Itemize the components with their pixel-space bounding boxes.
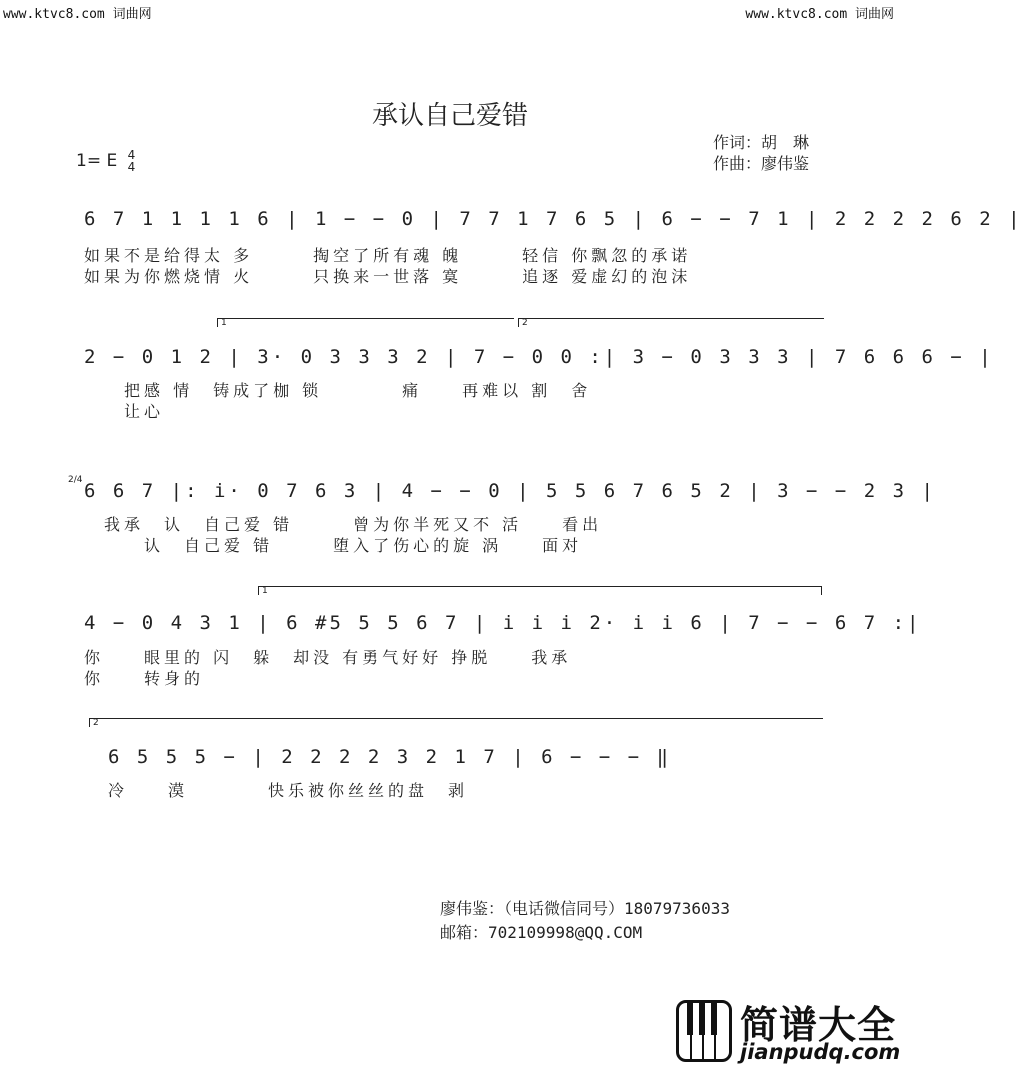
logo-title: 简谱大全	[740, 1003, 897, 1047]
time-sig-top: 4	[127, 148, 136, 162]
credits	[713, 132, 809, 174]
time-change-marker: 2/4	[68, 475, 83, 485]
volta-first-ending-2: 1	[258, 586, 822, 595]
song-title: 承认自己爱错	[371, 101, 528, 131]
contact-email: 邮箱：702109998@QQ.COM	[440, 923, 643, 942]
row-1-notes: 6 7 1 1 1 1 6 | 1 − − 0 | 7 7 1 7 6 5 | 6 − − 7 1 | 2 2 2 2 6 2 |	[84, 208, 1023, 230]
row-1-lyrics-verse-2: 如果为你燃烧情 火 只换来一世落 寞 追逐 爱虚幻的泡沫	[84, 267, 692, 286]
time-sig-bottom: 4	[127, 160, 136, 174]
row-3-lyrics-verse-2: 认 自己爱 错 堕入了伤心的旋 涡 面对	[84, 536, 583, 555]
row-2-lyrics-verse-1: 把感 情 铸成了枷 锁 痛 再难以 割 舍	[84, 381, 592, 400]
row-4-lyrics-verse-1: 你 眼里的 闪 躲 却没 有勇气好好 挣脱 我承	[84, 648, 572, 667]
watermark-left: www.ktvc8.com 词曲网	[3, 7, 152, 22]
row-2-lyrics-verse-2: 让心	[84, 402, 165, 421]
watermark-right: www.ktvc8.com 词曲网	[745, 7, 894, 22]
row-3-lyrics-verse-1: 我承 认 自己爱 错 曾为你半死又不 活 看出	[84, 515, 603, 534]
time-signature	[128, 149, 136, 173]
row-2-notes: 2 − 0 1 2 | 3· 0 3 3 3 2 | 7 − 0 0 :| 3 − 0 3 3 3 | 7 6 6 6 − |	[84, 346, 994, 368]
volta-second-ending-2: 2	[89, 718, 823, 727]
lyricist: 作词：胡 琳	[713, 133, 810, 152]
row-5-notes: 6 5 5 5 − | 2 2 2 2 3 2 1 7 | 6 − − − ‖	[108, 746, 672, 768]
composer: 作曲：廖伟鉴	[713, 154, 810, 173]
contact-info	[440, 897, 730, 945]
key-signature	[76, 149, 135, 173]
logo-site: jianpudq.com	[740, 1040, 901, 1064]
piano-icon	[676, 1000, 732, 1062]
site-logo	[676, 998, 901, 1066]
volta-second-ending: 2	[518, 318, 824, 327]
row-3-notes: 6 6 7 |: i· 0 7 6 3 | 4 − − 0 | 5 5 6 7 6 5 2 | 3 − − 2 3 |	[84, 480, 936, 502]
contact-phone: 廖伟鉴：（电话微信同号）18079736033	[440, 899, 730, 918]
row-1-lyrics-verse-1: 如果不是给得太 多 掏空了所有魂 魄 轻信 你飘忽的承诺	[84, 246, 692, 265]
key-label: 1= E	[76, 151, 118, 171]
row-4-notes: 4 − 0 4 3 1 | 6 #5 5 5 6 7 | i i i 2· i i 6 | 7 − − 6 7 :|	[84, 612, 922, 634]
row-4-lyrics-verse-2: 你 转身的	[84, 669, 205, 688]
volta-first-ending: 1	[217, 318, 514, 327]
row-5-lyrics: 冷 漠 快乐被你丝丝的盘 剥	[108, 781, 469, 800]
